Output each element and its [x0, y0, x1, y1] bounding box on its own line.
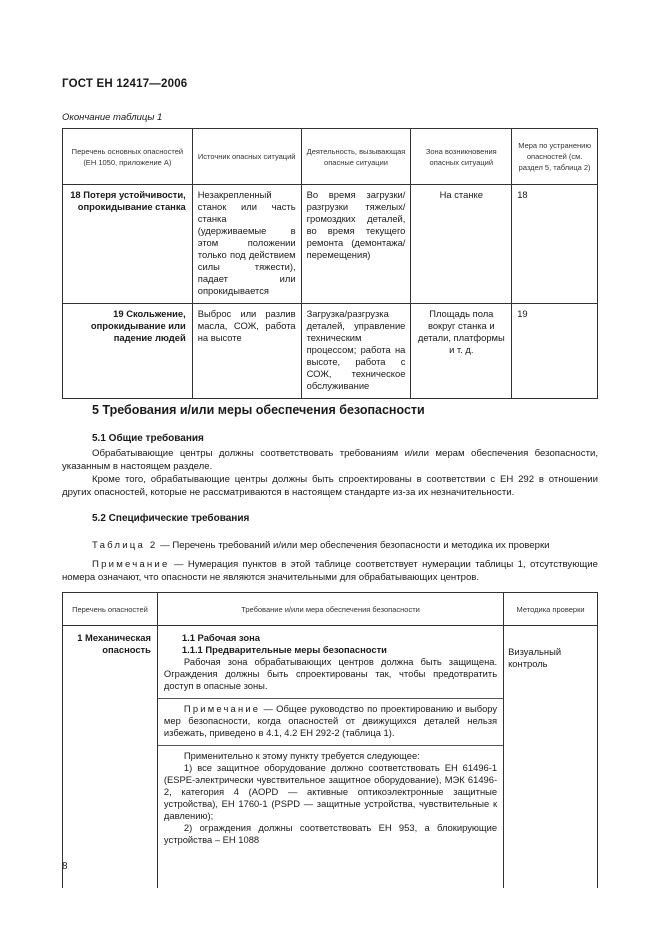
paragraph-general-2: Кроме того, обрабатывающие центры должны быть спроектированы в соответствии с ЕН 292 в отношении других опасностей, которые не рассматриваются в настоящем стандарте из-за их незначительности.	[62, 474, 598, 498]
table1-header-measure: Мера по устранению опасностей (см. раздел 5, таблица 2)	[512, 129, 598, 185]
note-text: — Нумерация пунктов в этой таблице соответствует нумерации таблицы 1, отсутствующие номера означают, что опасности не являются значительными для обрабатывающих центров.	[62, 559, 598, 583]
method-text: Визуальный контроль	[508, 646, 562, 669]
requirement-cell	[157, 626, 503, 889]
requirement-heading-work-zone: 1.1 Рабочая зона	[181, 632, 260, 643]
note-label: Примечание	[183, 703, 261, 714]
table1-header-hazards: Перечень основных опасностей (ЕН 1050, приложение А)	[63, 129, 193, 185]
table-row	[63, 185, 598, 304]
hazard-cell: 18 Потеря устойчивости, опрокидывание станка	[63, 185, 193, 304]
method-cell	[504, 626, 598, 889]
source-cell: Выброс или разлив масла, СОЖ, работа на высоте	[192, 304, 301, 399]
subsection-title-general: 5.1 Общие требования	[92, 433, 204, 444]
note-text: — Общее руководство по проектированию и выбору мер безопасности, когда опасностей от движущихся деталей нельзя избежать, приведено в 4.1, 4.2 ЕН 292-2 (таблица 1).	[163, 703, 498, 738]
table1-header-activity: Деятельность, вызывающая опасные ситуации	[301, 129, 411, 185]
requirement-list-item: 2) ограждения должны соответствовать ЕН 953, а блокирующие устройства – ЕН 1088	[163, 822, 498, 845]
activity-cell: Во время загрузки/разгрузки тяжелых/громоздких деталей, во время текущего ремонта (демонтажа/перемещения)	[301, 185, 411, 304]
zone-cell: Площадь пола вокруг станка и детали, платформы и т. д.	[411, 304, 512, 399]
table1-header-zone: Зона возникновения опасных ситуаций	[411, 129, 512, 185]
table1-header-source: Источник опасных ситуаций	[192, 129, 301, 185]
page-number: 8	[62, 861, 68, 872]
table2-caption-text: — Перечень требований и/или мер обеспечения безопасности и методика их проверки	[157, 540, 550, 551]
table-row	[63, 304, 598, 399]
section-title: 5 Требования и/или меры обеспечения безопасности	[92, 403, 425, 417]
zone-cell: На станке	[411, 185, 512, 304]
measure-cell: 19	[512, 304, 598, 399]
document-header: ГОСТ ЕН 12417—2006	[62, 78, 188, 90]
table2-header-requirement: Требование и/или мера обеспечения безопасности	[157, 593, 503, 626]
requirements-table	[62, 592, 598, 888]
divider	[158, 698, 503, 699]
requirement-heading-precautions: 1.1.1 Предварительные меры безопасности	[181, 644, 387, 655]
requirement-paragraph: Рабочая зона обрабатывающих центров должна быть защищена. Ограждения должны быть спроектированы так, чтобы предотвратить доступ в опасные зоны.	[163, 656, 498, 691]
divider	[158, 745, 503, 746]
hazard-cell: 1 Механическая опасность	[63, 626, 158, 889]
table1-caption: Окончание таблицы 1	[62, 112, 163, 123]
table2-header-hazards: Перечень опасностей	[63, 593, 158, 626]
note-paragraph	[62, 558, 598, 584]
paragraph-general-1: Обрабатывающие центры должны соответствовать требованиям и/или мерам обеспечения безопасности, указанным в настоящем разделе.	[62, 448, 598, 472]
table2-header-row	[63, 593, 598, 626]
source-cell: Незакрепленный станок или часть станка (удерживаемые в этом положении только под действием силы тяжести), падает или опрокидывается	[192, 185, 301, 304]
hazard-cell: 19 Скольжение, опрокидывание или падение людей	[63, 304, 193, 399]
requirement-list-item: 1) все защитное оборудование должно соответствовать ЕН 61496-1 (ESPE-электрически чувствительное защитное оборудование), МЭК 61496-2, категория 4 (AOPD — активные оптикоэлектронные защитные устройства), ЕН 1760-1 (PSPD — защитные устройства, чувствительные к давлению);	[163, 762, 498, 821]
table1-header-row	[63, 129, 598, 185]
table2-caption	[62, 539, 598, 552]
table2-header-method: Методика проверки	[504, 593, 598, 626]
measure-cell: 18	[512, 185, 598, 304]
table2-label: Таблица 2	[92, 540, 158, 551]
requirement-paragraph: Применительно к этому пункту требуется следующее:	[183, 750, 420, 761]
hazards-table-end	[62, 128, 598, 399]
table-row	[63, 626, 598, 889]
activity-cell: Загрузка/разгрузка деталей, управление техническим процессом; работа на высоте, работа с СОЖ, техническое обслуживание	[301, 304, 411, 399]
subsection-title-specific: 5.2 Специфические требования	[92, 513, 250, 524]
note-label: Примечание	[92, 559, 170, 570]
